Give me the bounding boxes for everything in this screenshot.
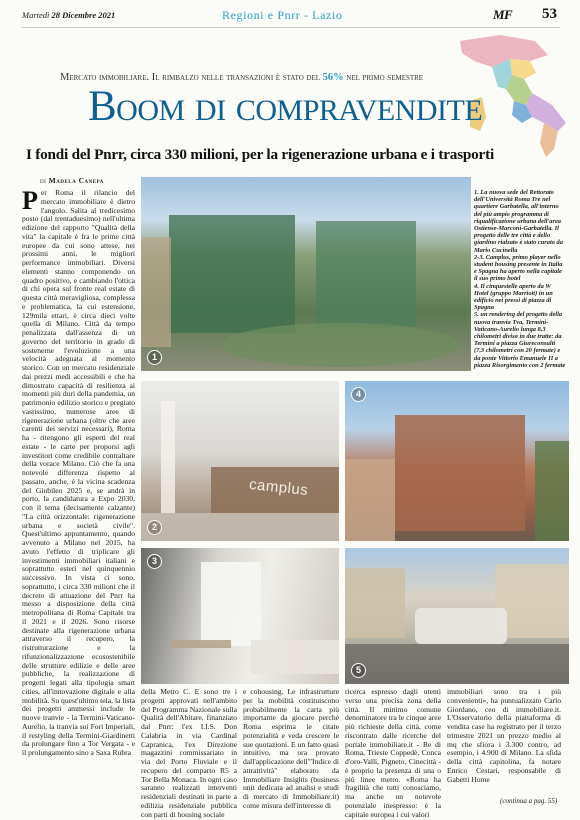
caption-4: 4. Il cinquestelle aperto da W Hotel (gruppo Marriott) in un edificio nei pressi di piazza di Spagna [474,282,553,312]
article-subtitle: I fondi del Pnrr, circa 330 milioni, per la rigenerazione urbana e i trasporti [26,146,494,163]
photo-1-building-right [316,221,416,327]
photo-w-hotel-building [345,381,569,541]
photo-roma-tre-rectorate [141,177,471,371]
kicker-percentage: 56% [322,72,344,83]
photo-3-window [201,562,261,646]
photo-number-badge: 1 [147,350,162,365]
page-number: 53 [542,6,557,22]
article-column-5: immobiliari sono tra i più convenienti», ha puntualizzato Carlo Giordano, ceo di immobiliare.it. L'Osservatorio della piattaforma di vendita case ha registrato per il terzo trimestre 2021 un prezzo medio al mq che sfiora i 3.300 contro, ad esempio, i 4.900 di Milano. La sfida della città capitolina, fa notare Enrico Cestari, responsabile di Gabetti Home [447,687,561,784]
photo-number-badge: 2 [147,520,162,535]
kicker-text-b: nel primo semestre [346,72,424,83]
issue-date [22,10,115,20]
kicker-text-a: Mercato immobiliare. Il rimbalzo nelle transazioni è stato del [60,72,321,83]
photo-camplus-lobby [141,381,339,541]
photo-tram-rendering [345,548,569,684]
photo-2-column [161,401,175,513]
article-column-4: ricerca espresso dagli utenti verso una precisa zona della città. Il minimo comune denominatore tra le cinque aree più richieste della città, come riscontrato dalle ricerche del portale immobiliare.it - Re di Roma, Trieste Coppedè, Conca d'oro-Valli, Pigneto, Cinecittà - è proprio la presenza di una o più linee metro. «Roma ha fragilità che tutti conosciamo, ma anche un notevole potenziale inespresso: è la capitale europea i cui valori [345,687,441,819]
photo-2-floor [141,513,339,541]
photo-1-building-left [141,237,171,347]
photo-5-tram [415,608,507,644]
continued-note: (continua a pag. 55) [500,797,558,805]
camplus-sign: camplus [248,475,310,500]
author-name: Madela Canepa [48,176,104,185]
issue-weekday: Martedì [22,10,50,20]
photo-4-building-main [395,415,525,531]
section-name: Regioni e Pnrr - Lazio [222,8,343,22]
article-kicker [60,72,510,83]
caption-2-3: 2-3. Camplus, primo player nello student housing presente in Italia e Spagna ha aperto nella capitale il suo primo hotel [474,253,563,283]
drop-cap: P [22,186,38,215]
photo-5-street [345,644,569,684]
photo-4-scene [345,381,569,541]
photo-3-scene [141,548,339,684]
photo-number-badge: 4 [351,387,366,402]
photo-5-building-left [345,568,405,638]
photo-1-scene [141,177,471,371]
photo-captions [474,189,566,379]
byline-prefix: di [40,176,47,185]
photo-4-building-left [345,459,395,541]
photo-1-building-main [169,215,295,333]
photo-1-garden [221,323,461,367]
photo-number-badge: 5 [351,663,366,678]
newspaper-logo: MF [493,7,513,22]
article-column-2: della Metro C. E sono tre i progetti approvati nell'ambito del Programma Nazionale sulla Qualità dell'Abitare, finanziato dal Pnrr: l'ex I.I.S. Don Calabria in via Cardinal Capranica, l'ex Direzione magazzini commissariato in via del Porto Fluviale e il recupero del comparto R5 a Tor Bella Monaca. In ogni caso saranno realizzati interventi residenziali destinati in parte a edilizia residenziale pubblica con parti di housing sociale [141,687,237,819]
photo-2-scene [141,381,339,541]
photo-number-badge: 3 [147,554,162,569]
article-title: Boom di compravendite [88,83,483,130]
photo-5-scene [345,548,569,684]
issue-date-value: 28 Dicembre 2021 [51,10,116,20]
photo-3-bed [251,640,339,674]
byline [40,176,104,185]
article-body-left: er Roma il rilancio del mercato immobiliare è dietro l'angolo. Salita al tredicesimo posto (dal trentaduesimo) nell'ultima edizione del rapporto "Qualità della vita" la capitale è fra le prime città europee da cui sono attese, nei prossimi anni, le migliori performance immobiliari. Diversi elementi stanno componendo un quadro positivo, e cambiando l'ottica di chi opera sul fronte real estate di questa città meravigliosa, complessa e problematica, la cui estensione, 129mila ettari, è circa dieci volte quella di Milano. Città da tempo penalizzata dall'assenza di un governo del territorio in grado di sostenerne l'evoluzione a una velocità adeguata al momento storico. Con un mercato residenziale dai prezzi medi accessibili e che ha dimostrato capacità di resilienza ai momenti più duri della pandemia, un patrimonio edilizio storico e pregiato vastissimo, numerose aree di rigenerazione urbana (oltre che aree carenti dei servizi necessari), Roma ha - ritengono gli esperti del real estate - le carte per proporsi agli investitori come credibile contraltare della vorace Milano. Ciò che fa una notevole differenza rispetto al passato, anche, è la vicina scadenza del Giubileo 2025 e, se andrà in porto, la candidatura a Expo 2030, con il tema (decisamente calzante) "La città orizzontale: rigenerazione urbana e società civile". Quest'ultimo appuntamento, quando avvenuto a Milano nel 2015, ha avuto l'effetto di triplicare gli investimenti immobiliari italiani e soprattutto esteri nel quinquennio successivo. In vista ci sono, soprattutto, i circa 330 milioni che il decreto di attuazione del Pnrr ha messo a disposizione della città metropolitana di Roma Capitale tra il 2021 e il 2026. Sono risorse destinate alla rigenerazione urbana attraverso il recupero, la ristrutturazione e la rifunzionalizzazione ecosostenibile delle strutture edilizie e delle aree pubbliche, la realizzazione di progetti legati alla tipologia smart cities, all'innovazione digitale e alla mobilità. Su quest'ultimo tela, la lista dei progetti ammessi include le nuove tranvie - la Termini-Vaticano-Aurelio, la tranvia sui Fori Imperiali, il restyling della Termini-Giardinetti da prolungare fino a Tor Vergata - e il prolungamento sino a Saxa Rubra [22,188,135,757]
article-column-left [22,186,135,797]
photo-4-tree [535,441,569,541]
photo-3-desk [171,640,231,648]
header-divider [22,27,560,28]
photo-camplus-room [141,548,339,684]
caption-1: 1. La nuova sede del Rettorato dell'Università Roma Tre nel quartiere Garbatella, all'interno del più ampio programma di riqualificazione urbana dell'area Ostiense-Marconi-Garbatella. Il progetto delle tre città e dello giardino rialzato è stato curato da Mario Cucinella [474,189,563,254]
caption-5: 5. un rendering del progetto della nuova tranvia Tva, Termini-Vaticano-Aurelio lunga 8,3 chilometri divisa in due tratte: da Termini a piazza Giureconsulti (7,3 chilometri con 20 fermate) e da ponte Vittorio Emanuele II a piazza Risorgimento con 2 fermate [474,311,566,369]
article-column-3: e cohousing. Le infrastrutture per la mobilità costituiscono probabilmente la carta più importante da giocare perché Roma esprima le citate potenzialità e veda crescere le sue quotazioni. E un fatto quasi intuitivo, ma ora provato dall'applicazione dell'"Indice di attrattività" elaborato da Immobiliare Insights (business unit dedicata ad analisi e studi di mercato di Immobiliare.it) come misura dell'interesse di [243,687,339,810]
